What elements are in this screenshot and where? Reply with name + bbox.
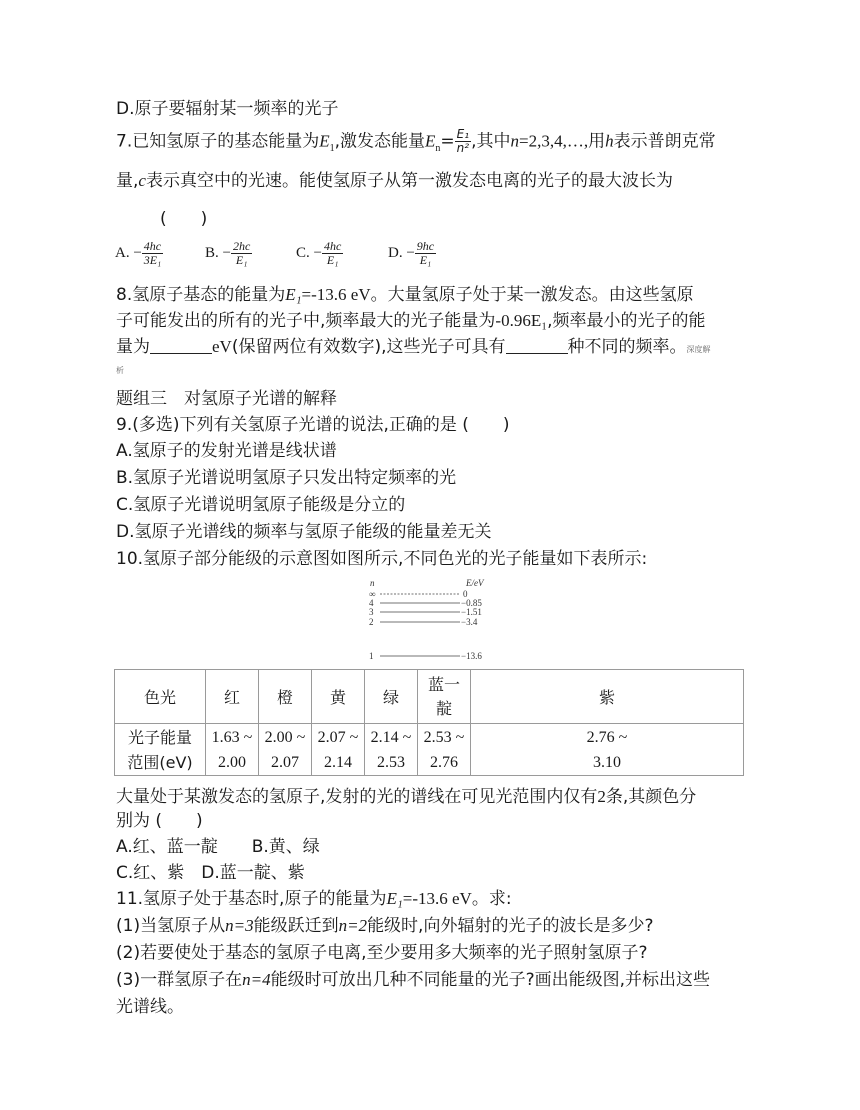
row-label-line2: 范围(eV) bbox=[127, 752, 193, 772]
q11-p3-n4: n=4 bbox=[242, 970, 271, 989]
cell-bottom: 2.14 bbox=[324, 753, 352, 771]
q7-en: E bbox=[425, 131, 436, 151]
diagram-level-value: −3.4 bbox=[461, 617, 478, 627]
q8-line3-a: 量为 bbox=[116, 337, 150, 357]
q8-tiny-a: 深度解 bbox=[686, 345, 711, 354]
q7-opt-a-frac bbox=[142, 240, 163, 267]
diagram-n-header: n bbox=[370, 578, 375, 588]
q8-blank-1[interactable] bbox=[150, 337, 212, 354]
q11-stem-b: 。求: bbox=[471, 889, 512, 909]
q8-unit: eV bbox=[212, 337, 232, 356]
q7-line2-a: 量, bbox=[116, 171, 139, 191]
q7-text-c: ,其中 bbox=[471, 131, 511, 152]
q7-opt-c-frac bbox=[322, 240, 343, 267]
q8-line2-b: ,频率最小的光子的能 bbox=[547, 311, 706, 331]
q11-p1-n2: n=2 bbox=[338, 916, 368, 935]
q11-part3 bbox=[116, 969, 710, 991]
q7-opt-d-den: E₁ bbox=[419, 253, 432, 267]
q7-option-c bbox=[296, 240, 343, 267]
q11-stem-a: 11.氢原子处于基态时,原子的能量为 bbox=[116, 889, 387, 909]
q7-opt-a-label: A. − bbox=[115, 244, 142, 261]
q11-part3-cont: 光谱线。 bbox=[116, 997, 184, 1017]
q7-opt-b-label: B. − bbox=[205, 244, 231, 261]
q7-opt-c-label: C. − bbox=[296, 244, 322, 261]
q7-frac-den: n² bbox=[456, 141, 470, 155]
q7-text-b: ,激发态能量 bbox=[334, 131, 426, 152]
q10-after-b: 条,其颜色分 bbox=[605, 787, 697, 807]
table-header-indigo-b: 靛 bbox=[435, 698, 452, 718]
table-header-cell: 黄 bbox=[312, 670, 365, 724]
q9-option-c: C.氢原子光谱说明氢原子能级是分立的 bbox=[116, 495, 406, 515]
table-header-cell: 红 bbox=[206, 670, 259, 724]
q7-opt-b-num: 2hc bbox=[232, 239, 251, 253]
q11-p1-a: (1)当氢原子从 bbox=[116, 916, 226, 936]
q7-opt-d-label: D. − bbox=[388, 244, 415, 261]
cell-top: 2.14 ~ bbox=[370, 728, 412, 746]
q8-line2 bbox=[116, 310, 706, 332]
q7-opt-a-num: 4hc bbox=[143, 239, 162, 253]
q7-h-var: h bbox=[605, 131, 614, 151]
table-header-cell: 绿 bbox=[365, 670, 418, 724]
cell-top: 1.63 ~ bbox=[211, 728, 253, 746]
diagram-level-label: 4 bbox=[369, 598, 374, 608]
row-label-line1: 光子能量 bbox=[127, 727, 192, 747]
table-row bbox=[115, 724, 744, 776]
q7-text-d: =2,3,4,…,用 bbox=[518, 131, 606, 151]
table-header-cell: 色光 bbox=[115, 670, 206, 724]
q7-line2-b: 表示真空中的光速。能使氢原子从第一激发态电离的光子的最大波长为 bbox=[145, 171, 673, 191]
diagram-level-label: 2 bbox=[369, 617, 374, 627]
q11-stem bbox=[116, 888, 512, 910]
q8-text-b: 。大量氢原子处于某一激发态。由这些氢原 bbox=[370, 285, 694, 305]
q8-line3 bbox=[116, 336, 711, 361]
q7-option-a bbox=[115, 240, 163, 267]
diagram-level-label: 1 bbox=[369, 651, 374, 661]
q8-line1 bbox=[116, 284, 694, 306]
diagram-level-label: ∞ bbox=[369, 589, 376, 599]
q10-options-cd: C.红、紫 D.蓝一靛、紫 bbox=[116, 863, 305, 883]
q7-e1: E bbox=[319, 131, 330, 151]
q10-options-ab: A.红、蓝一靛 B.黄、绿 bbox=[116, 837, 320, 857]
q11-p3-a: (3)一群氢原子在 bbox=[116, 970, 243, 990]
table-header-cell: 橙 bbox=[259, 670, 312, 724]
q7-opt-b-frac bbox=[231, 240, 252, 267]
q10-after-line2: 别为 ( ) bbox=[116, 811, 203, 831]
q11-value: =-13.6 eV bbox=[402, 889, 472, 908]
q10-after-a: 大量处于某激发态的氢原子,发射的光的谱线在可见光范围内仅有 bbox=[116, 787, 598, 807]
cell-bottom: 2.76 bbox=[430, 753, 458, 771]
q7-option-d bbox=[388, 240, 436, 267]
q11-p1-b: 能级跃迁到 bbox=[253, 916, 339, 936]
q7-option-b bbox=[205, 240, 252, 267]
q7-opt-d-frac bbox=[415, 240, 436, 267]
q11-e1: E₁ bbox=[386, 889, 403, 908]
q7-answer-paren bbox=[160, 208, 207, 230]
q11-p1-c: 能级时,向外辐射的光子的波长是多少? bbox=[367, 916, 654, 936]
group3-heading: 题组三 对氢原子光谱的解释 bbox=[116, 389, 337, 409]
table-cell bbox=[471, 724, 744, 776]
cell-bottom: 2.00 bbox=[218, 753, 246, 771]
table-cell bbox=[418, 724, 471, 776]
diagram-e-header: E/eV bbox=[466, 578, 484, 588]
q7-e1-sub: 1 bbox=[329, 142, 335, 154]
q8-line2-a: 子可能发出的所有的光子中,频率最大的光子能量为 bbox=[116, 311, 496, 331]
q8-value: =-13.6 eV bbox=[301, 285, 371, 304]
q8-text-a: 8.氢原子基态的能量为 bbox=[116, 285, 286, 305]
q7-opt-a-den: 3E₁ bbox=[143, 253, 162, 267]
q9-option-b: B.氢原子光谱说明氢原子只发出特定频率的光 bbox=[116, 468, 457, 488]
q9-option-a: A.氢原子的发射光谱是线状谱 bbox=[116, 441, 337, 461]
q7-text-e: 表示普朗克常 bbox=[613, 131, 716, 152]
q7-eq: = bbox=[440, 131, 455, 152]
table-cell bbox=[365, 724, 418, 776]
q10-count: 2 bbox=[597, 787, 606, 806]
energy-level-diagram bbox=[362, 576, 502, 666]
q7-en-sub: n bbox=[435, 142, 441, 154]
q7-line1 bbox=[116, 128, 716, 160]
table-cell bbox=[259, 724, 312, 776]
diagram-level-value: −13.6 bbox=[461, 651, 482, 661]
cell-top: 2.53 ~ bbox=[423, 728, 465, 746]
q7-opt-c-num: 4hc bbox=[323, 239, 342, 253]
q7-opt-b-den: E₁ bbox=[235, 253, 248, 267]
q11-p1-n3: n=3 bbox=[225, 916, 254, 935]
q8-line3-c: 种不同的频率。 bbox=[567, 337, 687, 357]
q8-value2: -0.96E₁ bbox=[495, 311, 548, 330]
q7-en-fraction bbox=[455, 128, 471, 155]
diagram-level-value: −1.51 bbox=[461, 607, 482, 617]
q7-opt-c-den: E₁ bbox=[326, 253, 339, 267]
table-header-cell: 紫 bbox=[471, 670, 744, 724]
color-energy-table bbox=[114, 669, 744, 776]
table-cell bbox=[206, 724, 259, 776]
q10-after-line1 bbox=[116, 786, 696, 808]
q7-opt-d-num: 9hc bbox=[416, 239, 435, 253]
diagram-level-value: 0 bbox=[463, 589, 468, 599]
q11-part1 bbox=[116, 915, 654, 937]
q7-line2 bbox=[116, 170, 673, 192]
cell-top: 2.76 ~ bbox=[586, 728, 628, 746]
q8-e1: E₁ bbox=[285, 285, 302, 304]
diagram-level-label: 3 bbox=[369, 607, 374, 617]
q9-option-d: D.氢原子光谱线的频率与氢原子能级的能量差无关 bbox=[116, 522, 492, 542]
cell-top: 2.00 ~ bbox=[264, 728, 306, 746]
q7-n-var: n bbox=[510, 131, 519, 151]
diagram-level-value: −0.85 bbox=[461, 598, 482, 608]
table-header-indigo-a: 蓝一 bbox=[427, 674, 460, 694]
table-header-row bbox=[115, 670, 744, 724]
q10-stem: 10.氢原子部分能级的示意图如图所示,不同色光的光子能量如下表所示: bbox=[116, 549, 648, 569]
table-cell bbox=[312, 724, 365, 776]
table-header-cell-indigo bbox=[418, 670, 471, 724]
q7-c-var: c bbox=[138, 171, 146, 190]
q8-line3-b: (保留两位有效数字),这些光子可具有 bbox=[231, 337, 506, 357]
cell-bottom: 3.10 bbox=[593, 753, 621, 771]
cell-top: 2.07 ~ bbox=[317, 728, 359, 746]
q11-part2: (2)若要使处于基态的氢原子电离,至少要用多大频率的光子照射氢原子? bbox=[116, 943, 648, 963]
cell-bottom: 2.53 bbox=[377, 753, 405, 771]
q7-frac-num: E₁ bbox=[456, 127, 470, 141]
q8-tiny-b: 析 bbox=[116, 366, 124, 375]
q11-p3-b: 能级时可放出几种不同能量的光子?画出能级图,并标出这些 bbox=[270, 970, 711, 990]
q9-stem: 9.(多选)下列有关氢原子光谱的说法,正确的是 ( ) bbox=[116, 415, 510, 435]
table-row-label bbox=[115, 724, 206, 776]
cell-bottom: 2.07 bbox=[271, 753, 299, 771]
q7-paren: ( ) bbox=[160, 209, 208, 229]
option-d-prev: D.原子要辐射某一频率的光子 bbox=[116, 99, 339, 119]
q7-text-a: 7.已知氢原子的基态能量为 bbox=[116, 131, 320, 152]
q8-blank-2[interactable] bbox=[506, 337, 568, 354]
